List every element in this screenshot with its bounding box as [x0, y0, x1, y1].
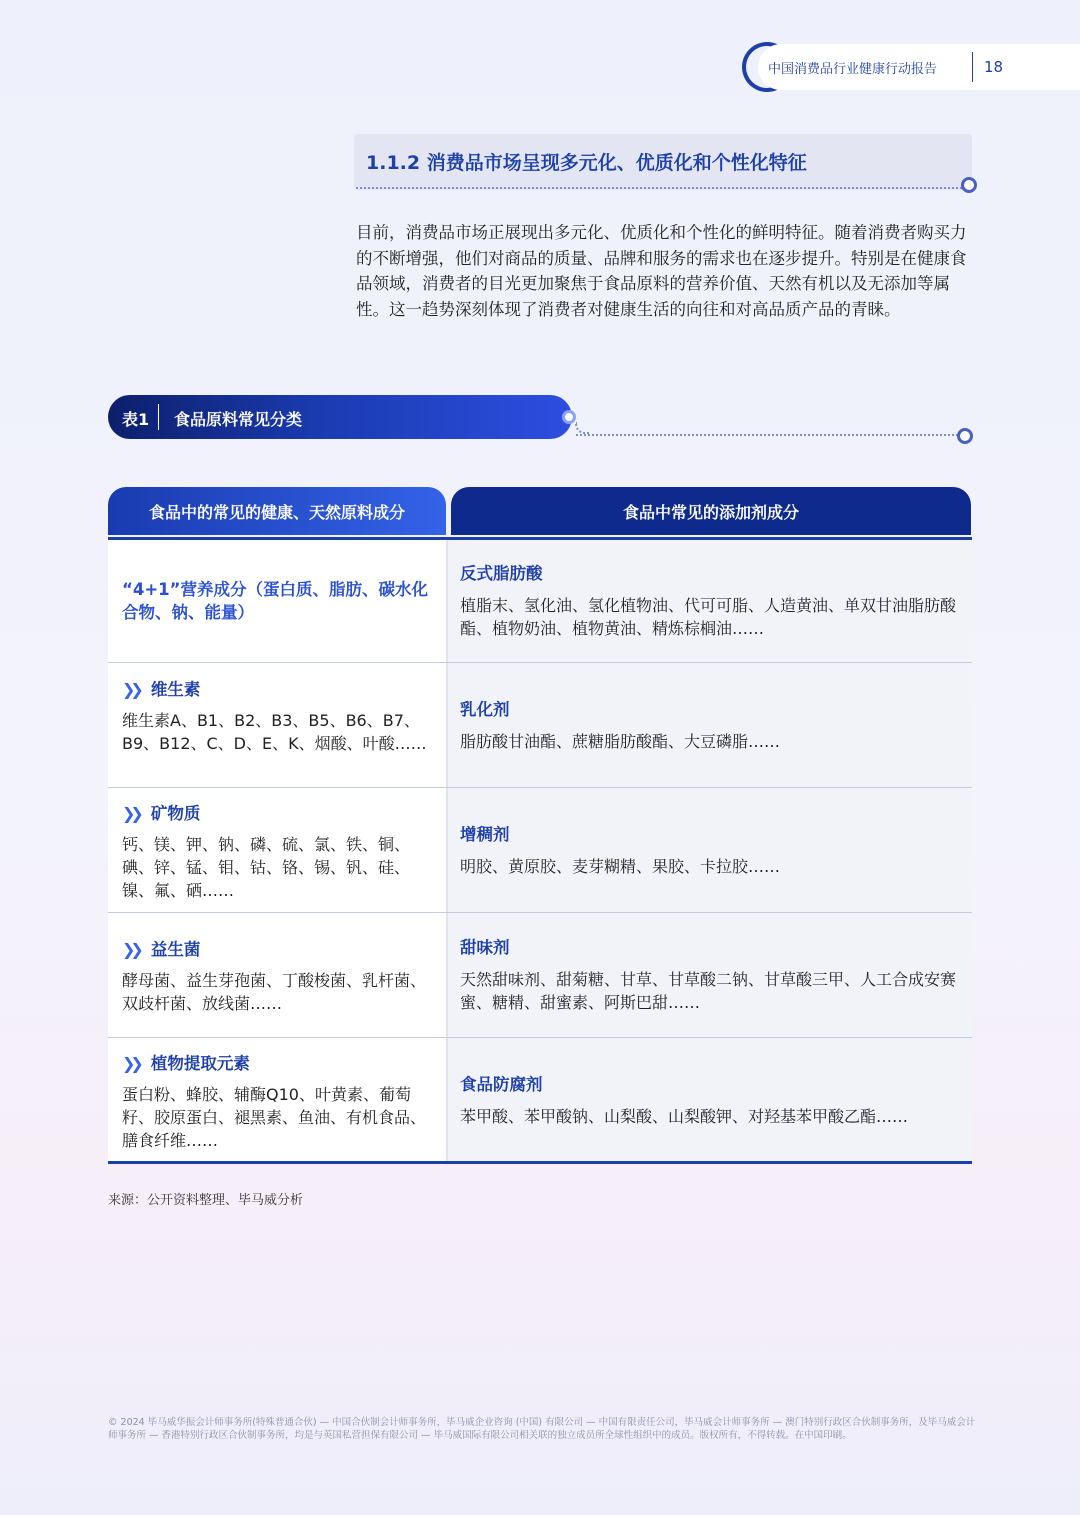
report-title: 中国消费品行业健康行动报告: [768, 62, 938, 77]
category-text: 蛋白粉、蜂胶、辅酶Q10、叶黄素、葡萄籽、胶原蛋白、褪黑素、鱼油、有机食品、膳食纤维……: [122, 1085, 427, 1150]
additive-text: 苯甲酸、苯甲酸钠、山梨酸、山梨酸钾、对羟基苯甲酸乙酯……: [460, 1107, 909, 1126]
header-divider: [972, 52, 973, 82]
chevron-right-icon: ❯❯: [122, 680, 139, 699]
copyright-footer: © 2024 毕马威华振会计师事务所(特殊普通合伙) — 中国合伙制会计师事务所，毕马威企业咨询 (中国) 有限公司 — 中国有限责任公司，毕马威会计师事务所 — 澳门特别行政区合伙制事务所，及毕马威会计师事务所 — 香港特别行政区合伙制事务所，均是与英国私营担保有限公司 — 毕马威国际有限公司相关联的独立成员所全球性组织中的成员。版权所有，不得转载。在中国印刷。: [108, 1417, 976, 1441]
row-divider: [108, 1037, 972, 1038]
category-text: 维生素A、B1、B2、B3、B5、B6、B7、B9、B12、C、D、E、K、烟酸、叶酸……: [122, 711, 427, 753]
category-text: 酵母菌、益生芽孢菌、丁酸梭菌、乳杆菌、双歧杆菌、放线菌……: [122, 971, 427, 1013]
page-number: 18: [984, 58, 1004, 76]
table-cell: [122, 936, 438, 1015]
dotted-line-decoration: [576, 434, 958, 436]
table-number: 表1: [122, 410, 150, 429]
table-cell: [460, 1071, 964, 1128]
chevron-right-icon: ❯❯: [122, 1054, 139, 1073]
additive-text: 天然甜味剂、甜菊糖、甘草、甘草酸二钠、甘草酸三甲、人工合成安赛蜜、糖精、甜蜜素、阿斯巴甜……: [460, 970, 957, 1012]
table-cell: [122, 800, 438, 902]
additive-title: 反式脂肪酸: [460, 564, 543, 583]
additive-title: 食品防腐剂: [460, 1075, 543, 1094]
category-text: 钙、镁、钾、钠、磷、硫、氯、铁、铜、碘、锌、锰、钼、钴、铬、锡、钒、硅、镍、氟、硒……: [122, 835, 411, 900]
table-bottom-rule: [108, 1161, 972, 1164]
table-title-divider: [158, 404, 159, 430]
table-cell: [122, 676, 438, 755]
category-title: 维生素: [150, 680, 201, 699]
table-cell: [460, 934, 960, 1014]
table-source: 来源：公开资料整理、毕马威分析: [108, 1193, 304, 1208]
row-divider: [108, 662, 972, 663]
column-header-natural: 食品中的常见的健康、天然原料成分: [108, 487, 446, 535]
row-divider: [108, 912, 972, 913]
ring-icon: [961, 177, 977, 193]
section-paragraph: 目前，消费品市场正展现出多元化、优质化和个性化的鲜明特征。随着消费者购买力的不断增强，他们对商品的质量、品牌和服务的需求也在逐步提升。特别是在健康食品领域，消费者的目光更加聚焦于食品原料的营养价值、天然有机以及无添加等属性。这一趋势深刻体现了消费者对健康生活的向往和对高品质产品的青睐。: [356, 223, 967, 319]
row-divider: [108, 787, 972, 788]
column-divider: [446, 540, 448, 1162]
additive-text: 明胶、黄原胶、麦芽糊精、果胶、卡拉胶……: [460, 857, 781, 876]
additive-title: 增稠剂: [460, 825, 510, 844]
category-title: 植物提取元素: [150, 1054, 250, 1073]
ring-icon: [957, 428, 973, 444]
table-cell: [122, 1050, 438, 1152]
additive-text: 脂肪酸甘油酯、蔗糖脂肪酸酯、大豆磷脂……: [460, 732, 781, 751]
section-title: 1.1.2 消费品市场呈现多元化、优质化和个性化特征: [366, 152, 807, 174]
table-cell: [460, 560, 960, 640]
dotted-line-decoration: [356, 187, 962, 189]
category-title: 益生菌: [150, 940, 201, 959]
table-cell: [460, 821, 960, 878]
table-title: 食品原料常见分类: [174, 410, 303, 429]
chevron-right-icon: ❯❯: [122, 804, 139, 823]
table-cell: [460, 696, 960, 753]
additive-title: 乳化剂: [460, 700, 510, 719]
dotted-line-decoration: [575, 422, 589, 434]
category-title: 矿物质: [150, 804, 201, 823]
ring-icon: [562, 410, 576, 424]
additive-title: 甜味剂: [460, 938, 510, 957]
column-header-additives: 食品中常见的添加剂成分: [451, 487, 971, 535]
nutrient-category: “4+1”营养成分（蛋白质、脂肪、碳水化合物、钠、能量）: [122, 580, 428, 622]
additive-text: 植脂末、氢化油、氢化植物油、代可可脂、人造黄油、单双甘油脂肪酸酯、植物奶油、植物黄油、精炼棕榈油……: [460, 596, 957, 638]
chevron-right-icon: ❯❯: [122, 940, 139, 959]
